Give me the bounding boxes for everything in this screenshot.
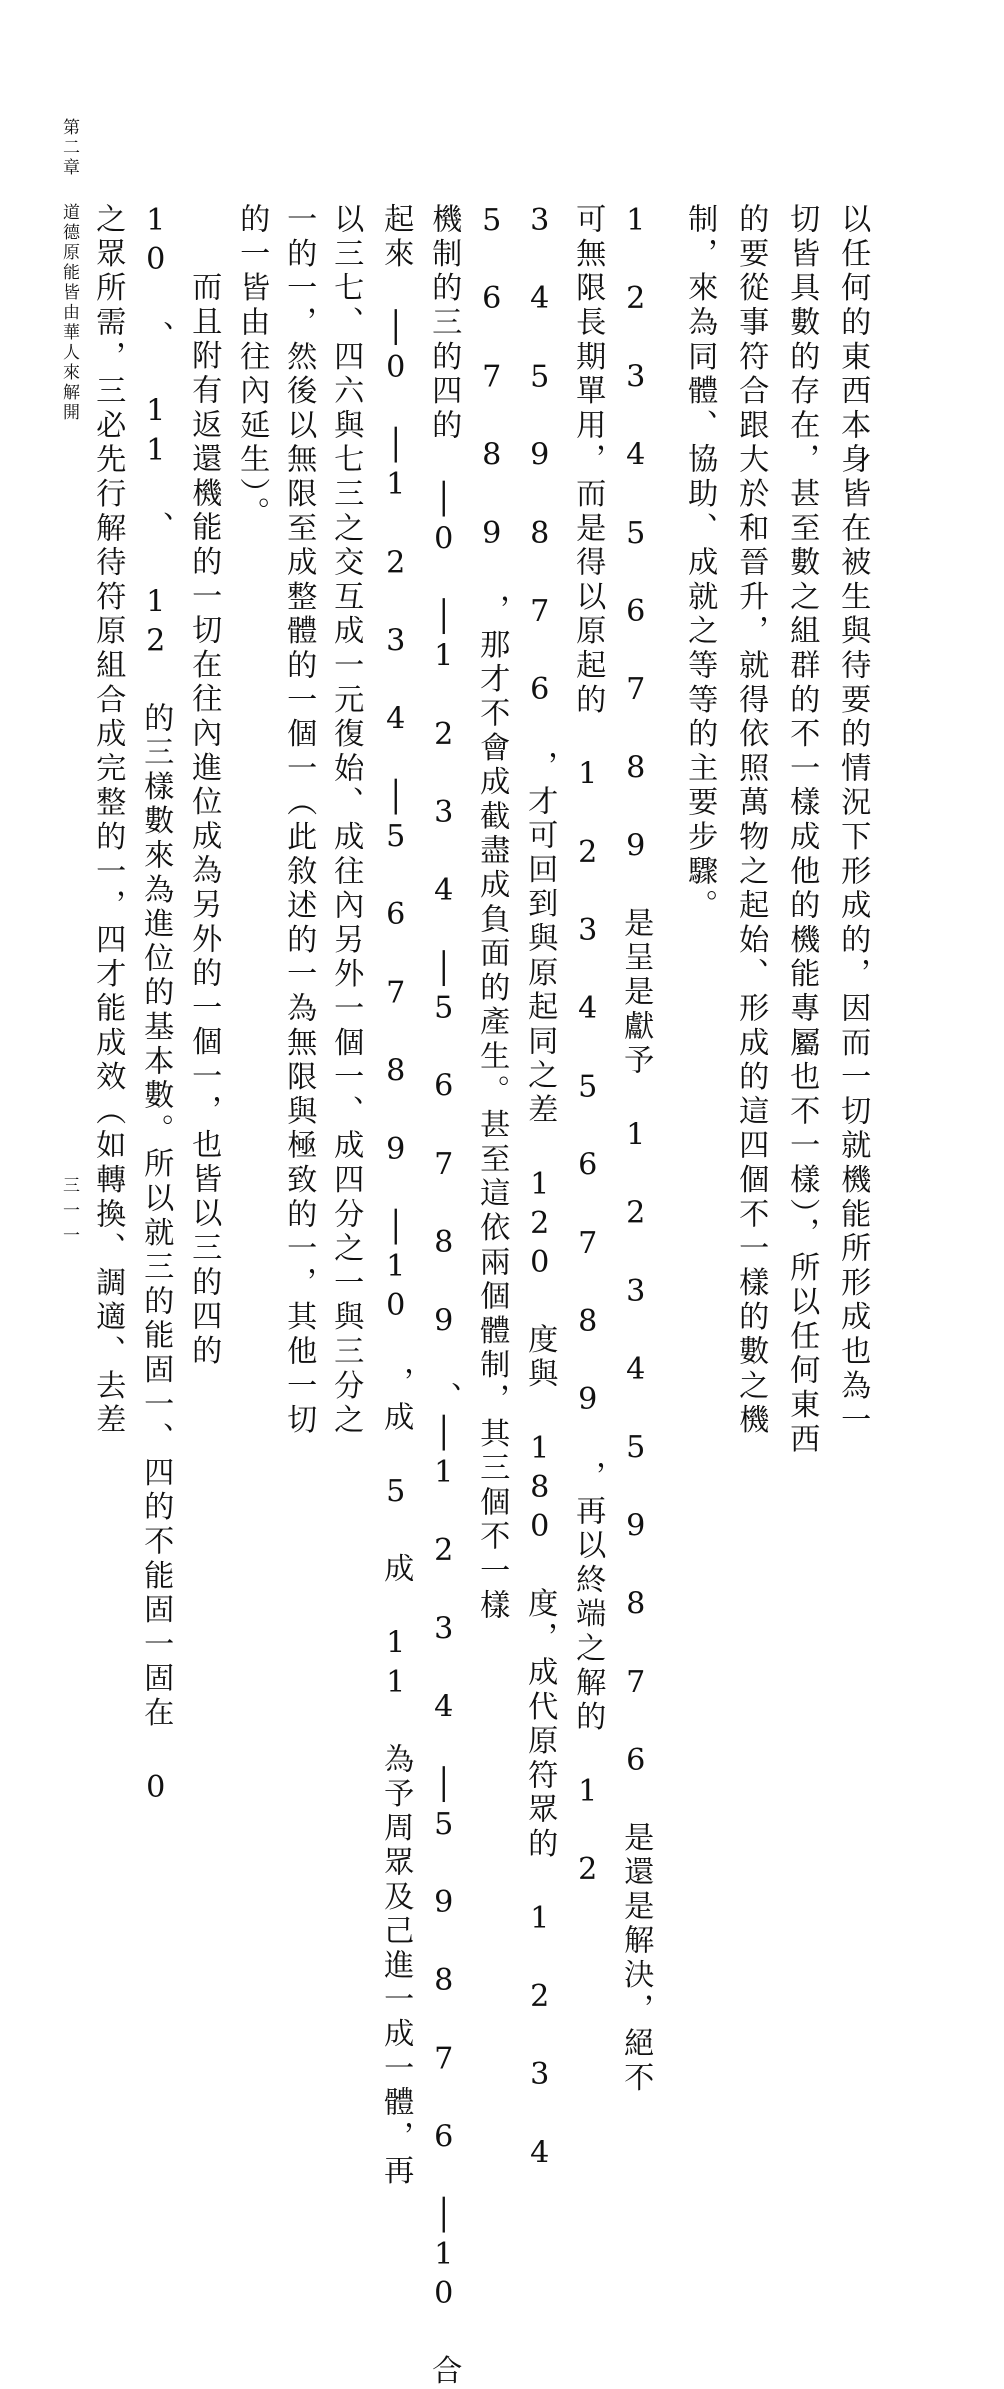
text-column-9: 機制的三的四的 │0 │1 2 3 4 │5 6 7 8 9 、│1 2 3 4 │5 9 8 7 6 │10 合 xyxy=(426,203,462,2389)
text-column-4: 制，來為同體、協助、成就之等等的主要步驟。 xyxy=(682,203,718,924)
text-column-6: 可無限長期單用，而是得以原起的 1 2 3 4 5 6 7 8 9 ，再以終端之解的 1 2 xyxy=(570,203,606,1892)
text-column-2: 切皆具數的存在，甚至數之組群的不一樣成他的機能專屬也不一樣），所以任何東西 xyxy=(784,203,820,1457)
text-column-10: 起來 │0 │1 2 3 4 │5 6 7 8 9 │10 ，成 5 成 11 為予周眾及己進一成一體，再 xyxy=(378,203,414,2189)
text-column-15: 10 、 11 、 12 的三樣數來為進位的基本數。所以就三的能固一、四的不能固一固在 0 xyxy=(138,203,174,1809)
text-column-13: 的一皆由往內延生）。 xyxy=(234,203,270,531)
page-number: 三一一 xyxy=(59,1176,79,1251)
text-column-8: 5 6 7 8 9 ，那才不會成截盡成負面的產生。甚至這依兩個體制，其三個不一樣 xyxy=(474,203,510,1623)
text-column-11: 以三七、四六與七三之交互成一元復始、成往內另外一個一、成四分之一與三分之 xyxy=(328,203,364,1438)
text-column-14: 而且附有返還機能的一切在往內進位成為另外的一個一，也皆以三的四的 xyxy=(186,271,222,1369)
chapter-label: 第二章 xyxy=(59,118,79,178)
text-column-7: 3 4 5 9 8 7 6 ，才可回到與原起同之差 120 度與 180 度，成代原符眾的 1 2 3 4 xyxy=(522,203,558,2175)
text-column-1: 以任何的東西本身皆在被生與待要的情況下形成的，因而一切就機能所形成也為一 xyxy=(835,203,871,1438)
text-column-12: 一的一，然後以無限至成整體的一個一（此敘述的一為無限與極致的一，其他一切 xyxy=(281,203,317,1438)
running-title: 道德原能皆由華人來解開 xyxy=(59,203,79,423)
text-column-3: 的要從事符合跟大於和晉升，就得依照萬物之起始、形成的這四個不一樣的數之機 xyxy=(733,203,769,1438)
text-column-5: 1 2 3 4 5 6 7 8 9 是呈是獻予 1 2 3 4 5 9 8 7 6 是還是解決，絕不 xyxy=(618,203,654,2096)
text-column-16: 之眾所需，三必先行解待符原組合成完整的一，四才能成效（如轉換、調適、去差 xyxy=(90,203,126,1438)
